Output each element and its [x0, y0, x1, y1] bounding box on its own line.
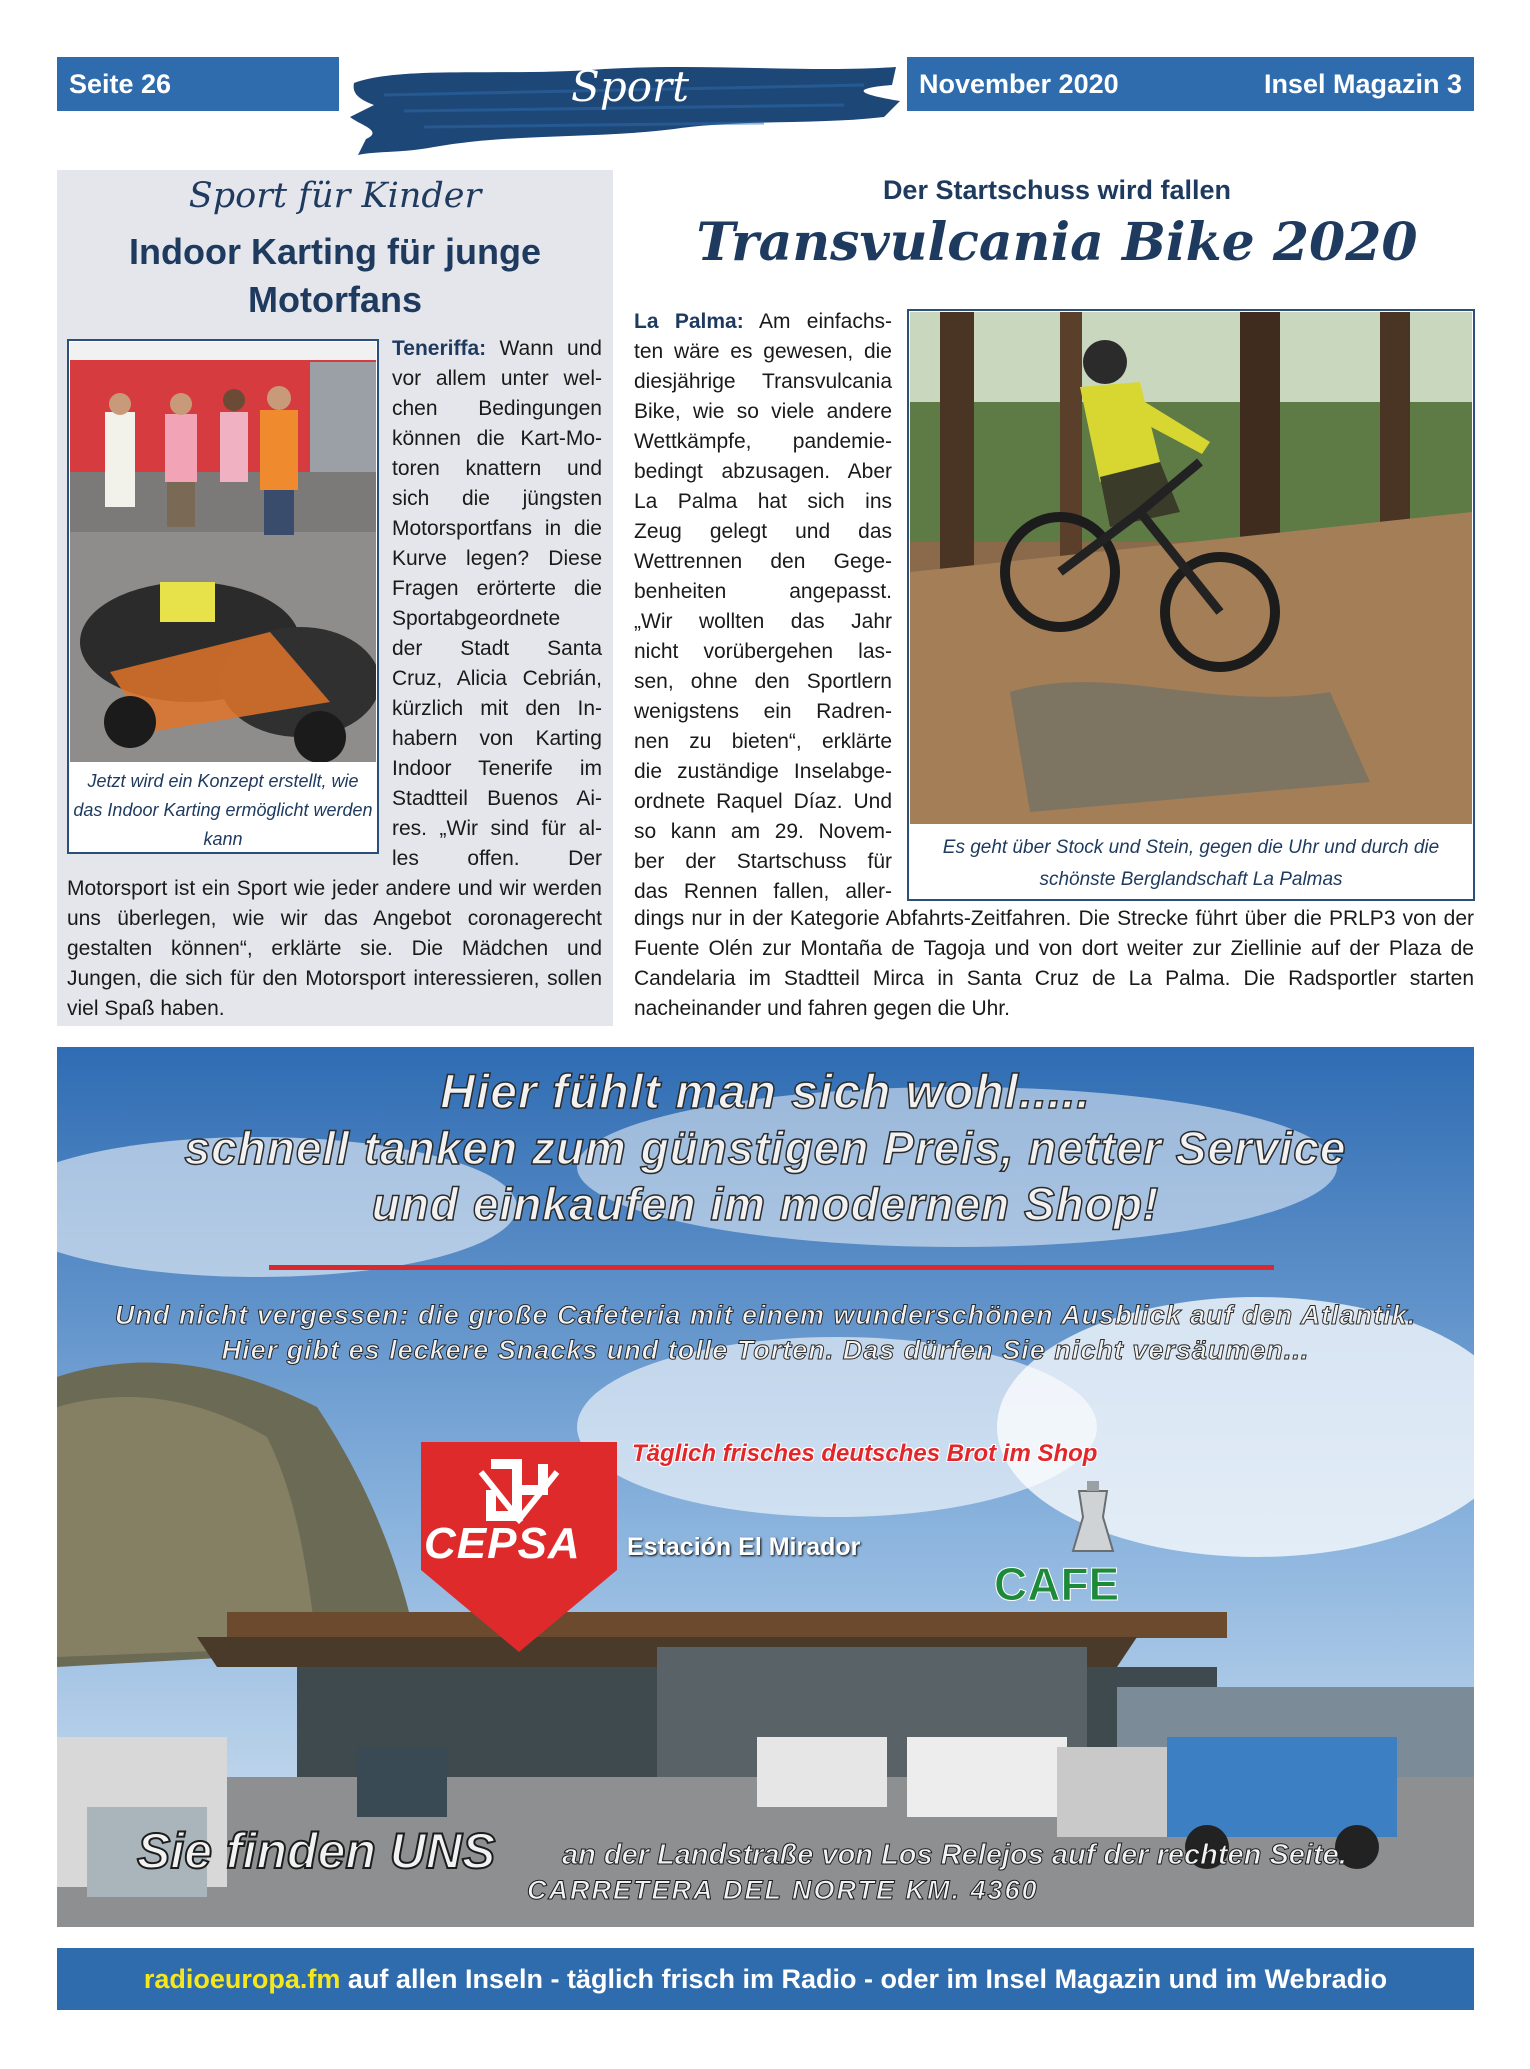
kart-photo-caption: Jetzt wird ein Konzept erstellt, wie das Indoor Karting ermöglicht werden kann: [73, 771, 373, 849]
coffee-pot-icon: [1067, 1477, 1119, 1557]
ad-find-us: Sie finden UNS: [137, 1823, 496, 1879]
bike-photo: [910, 312, 1472, 824]
bike-text-line: sen, ohne den Sportlern: [634, 670, 892, 693]
ad-address: CARRETERA DEL NORTE KM. 4360: [527, 1875, 1039, 1905]
bike-text-line: Wettkämpfe, pandemie-: [634, 430, 892, 453]
kart-text-line: res. „Wir sind für al-: [392, 817, 602, 840]
bike-text-line: La Palma hat sich ins: [634, 490, 892, 513]
ad-subline-2: Hier gibt es leckere Snacks und tolle Torten. Das dürfen Sie nicht versäumen...: [221, 1335, 1310, 1365]
kart-text-line: kürzlich mit den In-: [392, 697, 602, 720]
bike-text-line: La Palma: Am einfachs-: [634, 310, 892, 333]
bike-text-line: nen zu bieten“, erklärte: [634, 730, 892, 753]
bike-text-line: Zeug gelegt und das: [634, 520, 892, 543]
bike-text-line: „Wir wollten das Jahr: [634, 610, 892, 633]
issue-date: November 2020: [919, 69, 1119, 99]
kart-article-text-bottom: Motorsport ist ein Sport wie jeder andere und wir werden uns überlegen, wie wir das Angebot coronagerecht gestalten können“, erklärte sie. Die Mädchen und Jungen, die sich für den Motorsport interessieren, sollen viel Spaß haben.: [67, 877, 602, 1020]
bike-text-line: Bike, wie so viele andere: [634, 400, 892, 423]
bike-text-line: wenigstens ein Radren-: [634, 700, 892, 723]
kart-text-line: vor allem unter wel-: [392, 367, 602, 390]
issue-info-bar: [907, 57, 1474, 111]
kart-article-title: Indoor Karting für junge Motorfans: [129, 231, 541, 320]
bike-photo-caption: Es geht über Stock und Stein, gegen die Uhr und durch die schönste Berglandschaft La Palmas: [942, 837, 1440, 890]
bike-text-line: diesjährige Transvulcania: [634, 370, 892, 393]
kart-text-line: können die Kart-Mo-: [392, 427, 602, 450]
footer-site: radioeuropa.fm: [143, 1964, 341, 1994]
footer-bar: [57, 1948, 1474, 2010]
kart-article-kicker: Sport für Kinder: [188, 176, 482, 216]
bike-text-line: die zuständige Inselabge-: [634, 760, 892, 783]
bike-text-line: ber der Startschuss für: [634, 850, 892, 873]
kart-article-lead: Teneriffa:: [392, 337, 487, 360]
section-title: Sport: [571, 62, 689, 111]
bike-text-line: bedingt abzusagen. Aber: [634, 460, 892, 483]
footer-text: auf allen Inseln - täglich frisch im Radio - oder im Insel Magazin und im Webradio: [340, 1964, 1388, 1994]
bike-text-line: das Rennen fallen, aller-: [634, 880, 892, 903]
ad-headline-1: Hier fühlt man sich wohl.....: [440, 1066, 1091, 1119]
cepsa-advertisement: [57, 1047, 1474, 1927]
kart-text-line: der Stadt Santa: [392, 637, 602, 660]
bike-text-line: nicht vorübergehen las-: [634, 640, 892, 663]
kart-text-line: Motorsportfans in die: [392, 517, 602, 540]
bike-text-line: ten wäre es gewesen, die: [634, 340, 892, 363]
bike-text-line: so kann am 29. Novem-: [634, 820, 892, 843]
ad-road-note: an der Landstraße von Los Relejos auf der rechten Seite.: [562, 1839, 1347, 1871]
kart-text-line: Fragen erörterte die: [392, 577, 602, 600]
kart-text-line: chen Bedingungen: [392, 397, 602, 420]
bike-article-text-column: [634, 307, 892, 907]
kart-text-line: Indoor Tenerife im: [392, 757, 602, 780]
bike-article-text-bottom: dings nur in der Kategorie Abfahrts-Zeitfahren. Die Strecke führt über die PRLP3 von der Fuente Olén zur Montaña de Tagoja und von dort weiter zur Ziellinie auf der Plaza de Candelaria im Stadtteil Mirca in Santa Cruz de La Palma. Die Radsportler starten nacheinander und fahren gegen die Uhr.: [634, 907, 1474, 1020]
bike-article-title: Transvulcania Bike 2020: [696, 212, 1418, 273]
ad-subline-1: Und nicht vergessen: die große Cafeteria mit einem wunderschönen Ausblick auf den Atlantik.: [114, 1300, 1417, 1330]
station-sign: Estación El Mirador: [627, 1533, 861, 1561]
kart-text-line: Teneriffa: Wann und: [392, 337, 602, 360]
kart-text-line: habern von Karting: [392, 727, 602, 750]
kart-text-line: sich die jüngsten: [392, 487, 602, 510]
page-number-bar: [57, 57, 339, 111]
cafe-sign: CAFE: [994, 1558, 1120, 1610]
magazine-name: Insel Magazin 3: [1263, 69, 1462, 99]
cepsa-brand: CEPSA: [424, 1519, 581, 1568]
ad-divider: [269, 1265, 1274, 1270]
ad-headline-3: und einkaufen im modernen Shop!: [371, 1178, 1160, 1230]
kart-text-line: Cruz, Alicia Cebrián,: [392, 667, 602, 690]
kart-article-text-column: [392, 334, 602, 874]
page-number: Seite 26: [69, 69, 172, 99]
bike-text-line: benheiten angepasst.: [634, 580, 892, 603]
kart-photo: [70, 342, 376, 762]
ad-headline-2: schnell tanken zum günstigen Preis, netter Service: [184, 1122, 1347, 1174]
kart-text-line: les offen. Der: [392, 847, 602, 870]
kart-text-line: toren knattern und: [392, 457, 602, 480]
kart-text-line: Kurve legen? Diese: [392, 547, 602, 570]
bike-article-lead: La Palma:: [634, 310, 744, 333]
kart-text-line: Sportabgeordnete: [392, 607, 561, 630]
bike-text-line: ordnete Raquel Díaz. Und: [634, 790, 892, 813]
ad-bread-note: Täglich frisches deutsches Brot im Shop: [632, 1440, 1098, 1467]
kart-text-line: Stadtteil Buenos Ai-: [392, 787, 602, 810]
bike-article-kicker: Der Startschuss wird fallen: [882, 175, 1232, 205]
bike-text-line: Wettrennen den Gege-: [634, 550, 892, 573]
